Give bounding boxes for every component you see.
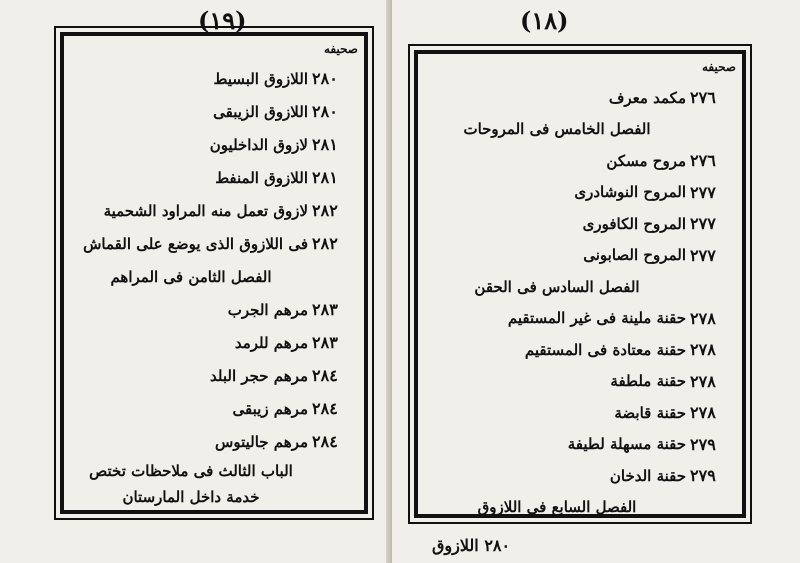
entry-title: المروح الكافورى <box>582 214 686 233</box>
right-index-list <box>424 82 734 523</box>
entry-page-number: ٢٨٠ <box>312 102 338 121</box>
left-index-frame <box>60 32 368 514</box>
index-entry <box>70 293 356 326</box>
entry-title: المروح النوشادرى <box>574 183 686 202</box>
index-entry <box>424 460 734 492</box>
entry-page-number: ٢٧٨ <box>690 308 716 328</box>
entry-title: حقنة قابضة <box>614 403 686 422</box>
entry-title: اللازوق المنفط <box>215 168 308 187</box>
entry-title: فى اللازوق الذى يوضع على القماش <box>83 234 308 253</box>
index-entry <box>70 359 356 392</box>
section-heading <box>424 271 734 303</box>
entry-page-number: ٢٨١ <box>312 135 338 154</box>
index-entry <box>70 161 356 194</box>
index-entry <box>70 227 356 260</box>
entry-page-number: ٢٨٢ <box>312 201 338 220</box>
entry-title: مرهم حجر البلد <box>210 366 308 385</box>
entry-page-number: ٢٨٣ <box>312 333 338 352</box>
index-entry <box>424 429 734 461</box>
section-title: الفصل السابع فى اللازوق <box>477 498 637 517</box>
entry-title: مرهم جاليتوس <box>215 432 308 451</box>
entry-page-number: ٢٧٩ <box>690 434 716 454</box>
entry-title: مرهم الجرب <box>227 300 308 319</box>
entry-title: حقنة معتادة فى المستقيم <box>524 340 686 359</box>
entry-title: مرهم للرمد <box>234 333 308 352</box>
entry-page-number: ٢٨٢ <box>312 234 338 253</box>
index-entry <box>424 82 734 114</box>
entry-title: اللازوق الزيبقى <box>213 102 308 121</box>
section-title: الفصل الثامن فى المراهم <box>110 267 272 286</box>
right-index-frame <box>414 50 746 518</box>
index-entry <box>424 145 734 177</box>
entry-title: مرهم زيبقى <box>232 399 308 418</box>
section-heading <box>70 458 356 510</box>
index-entry <box>424 303 734 335</box>
entry-page-number: ٢٧٨ <box>690 403 716 423</box>
section-heading <box>424 114 734 146</box>
index-entry <box>70 326 356 359</box>
left-page-number: (١٩) <box>198 6 247 35</box>
left-page <box>0 0 392 563</box>
index-entry <box>70 392 356 425</box>
index-entry <box>70 128 356 161</box>
index-entry <box>70 95 356 128</box>
right-page-number: (١٨) <box>520 6 569 35</box>
entry-page-number: ٢٧٦ <box>690 151 716 171</box>
entry-title: المروح الصابونى <box>583 246 686 265</box>
index-entry <box>424 177 734 209</box>
right-header: صحيفه <box>701 60 736 74</box>
section-title: الفصل السادس فى الحقن <box>474 277 640 296</box>
left-index-list <box>70 62 356 510</box>
left-header: صحيفه <box>323 42 358 56</box>
index-entry <box>424 240 734 272</box>
entry-page-number: ٢٧٨ <box>690 371 716 391</box>
entry-page-number: ٢٧٩ <box>690 466 716 486</box>
index-entry <box>70 425 356 458</box>
entry-page-number: ٢٧٧ <box>690 214 716 234</box>
entry-page-number: ٢٧٧ <box>690 182 716 202</box>
entry-page-number: ٢٨٤ <box>312 399 338 418</box>
entry-page-number: ٢٧٨ <box>690 340 716 360</box>
entry-page-number: ٢٨٠ <box>312 69 338 88</box>
entry-title: مكمد معرف <box>608 88 686 107</box>
index-entry <box>424 208 734 240</box>
entry-title: حقنة مسهلة لطيفة <box>567 435 686 454</box>
entry-title: حقنة ملطفة <box>610 372 686 391</box>
section-heading <box>424 492 734 524</box>
entry-title: حقنة الدخان <box>609 466 686 485</box>
right-page <box>392 0 800 563</box>
entry-title: لازوق الداخليون <box>209 135 308 154</box>
catchword-footer: ٢٨٠ اللازوق <box>432 536 511 555</box>
entry-page-number: ٢٨٣ <box>312 300 338 319</box>
section-title: الباب الثالث فى ملاحظات تختص خدمة داخل المارستان <box>89 462 293 506</box>
entry-page-number: ٢٧٦ <box>690 88 716 108</box>
entry-title: مروح مسكن <box>606 151 686 170</box>
entry-page-number: ٢٨٤ <box>312 432 338 451</box>
entry-title: حقنة ملينة فى غير المستقيم <box>507 309 686 328</box>
entry-title: لازوق تعمل منه المراود الشحمية <box>103 201 308 220</box>
section-title: الفصل الخامس فى المروحات <box>463 120 651 139</box>
index-entry <box>424 334 734 366</box>
entry-title: اللازوق البسيط <box>213 69 308 88</box>
entry-page-number: ٢٨٤ <box>312 366 338 385</box>
index-entry <box>424 397 734 429</box>
index-entry <box>424 366 734 398</box>
index-entry <box>70 62 356 95</box>
entry-page-number: ٢٧٧ <box>690 245 716 265</box>
section-heading <box>70 260 356 293</box>
entry-page-number: ٢٨١ <box>312 168 338 187</box>
index-entry <box>70 194 356 227</box>
